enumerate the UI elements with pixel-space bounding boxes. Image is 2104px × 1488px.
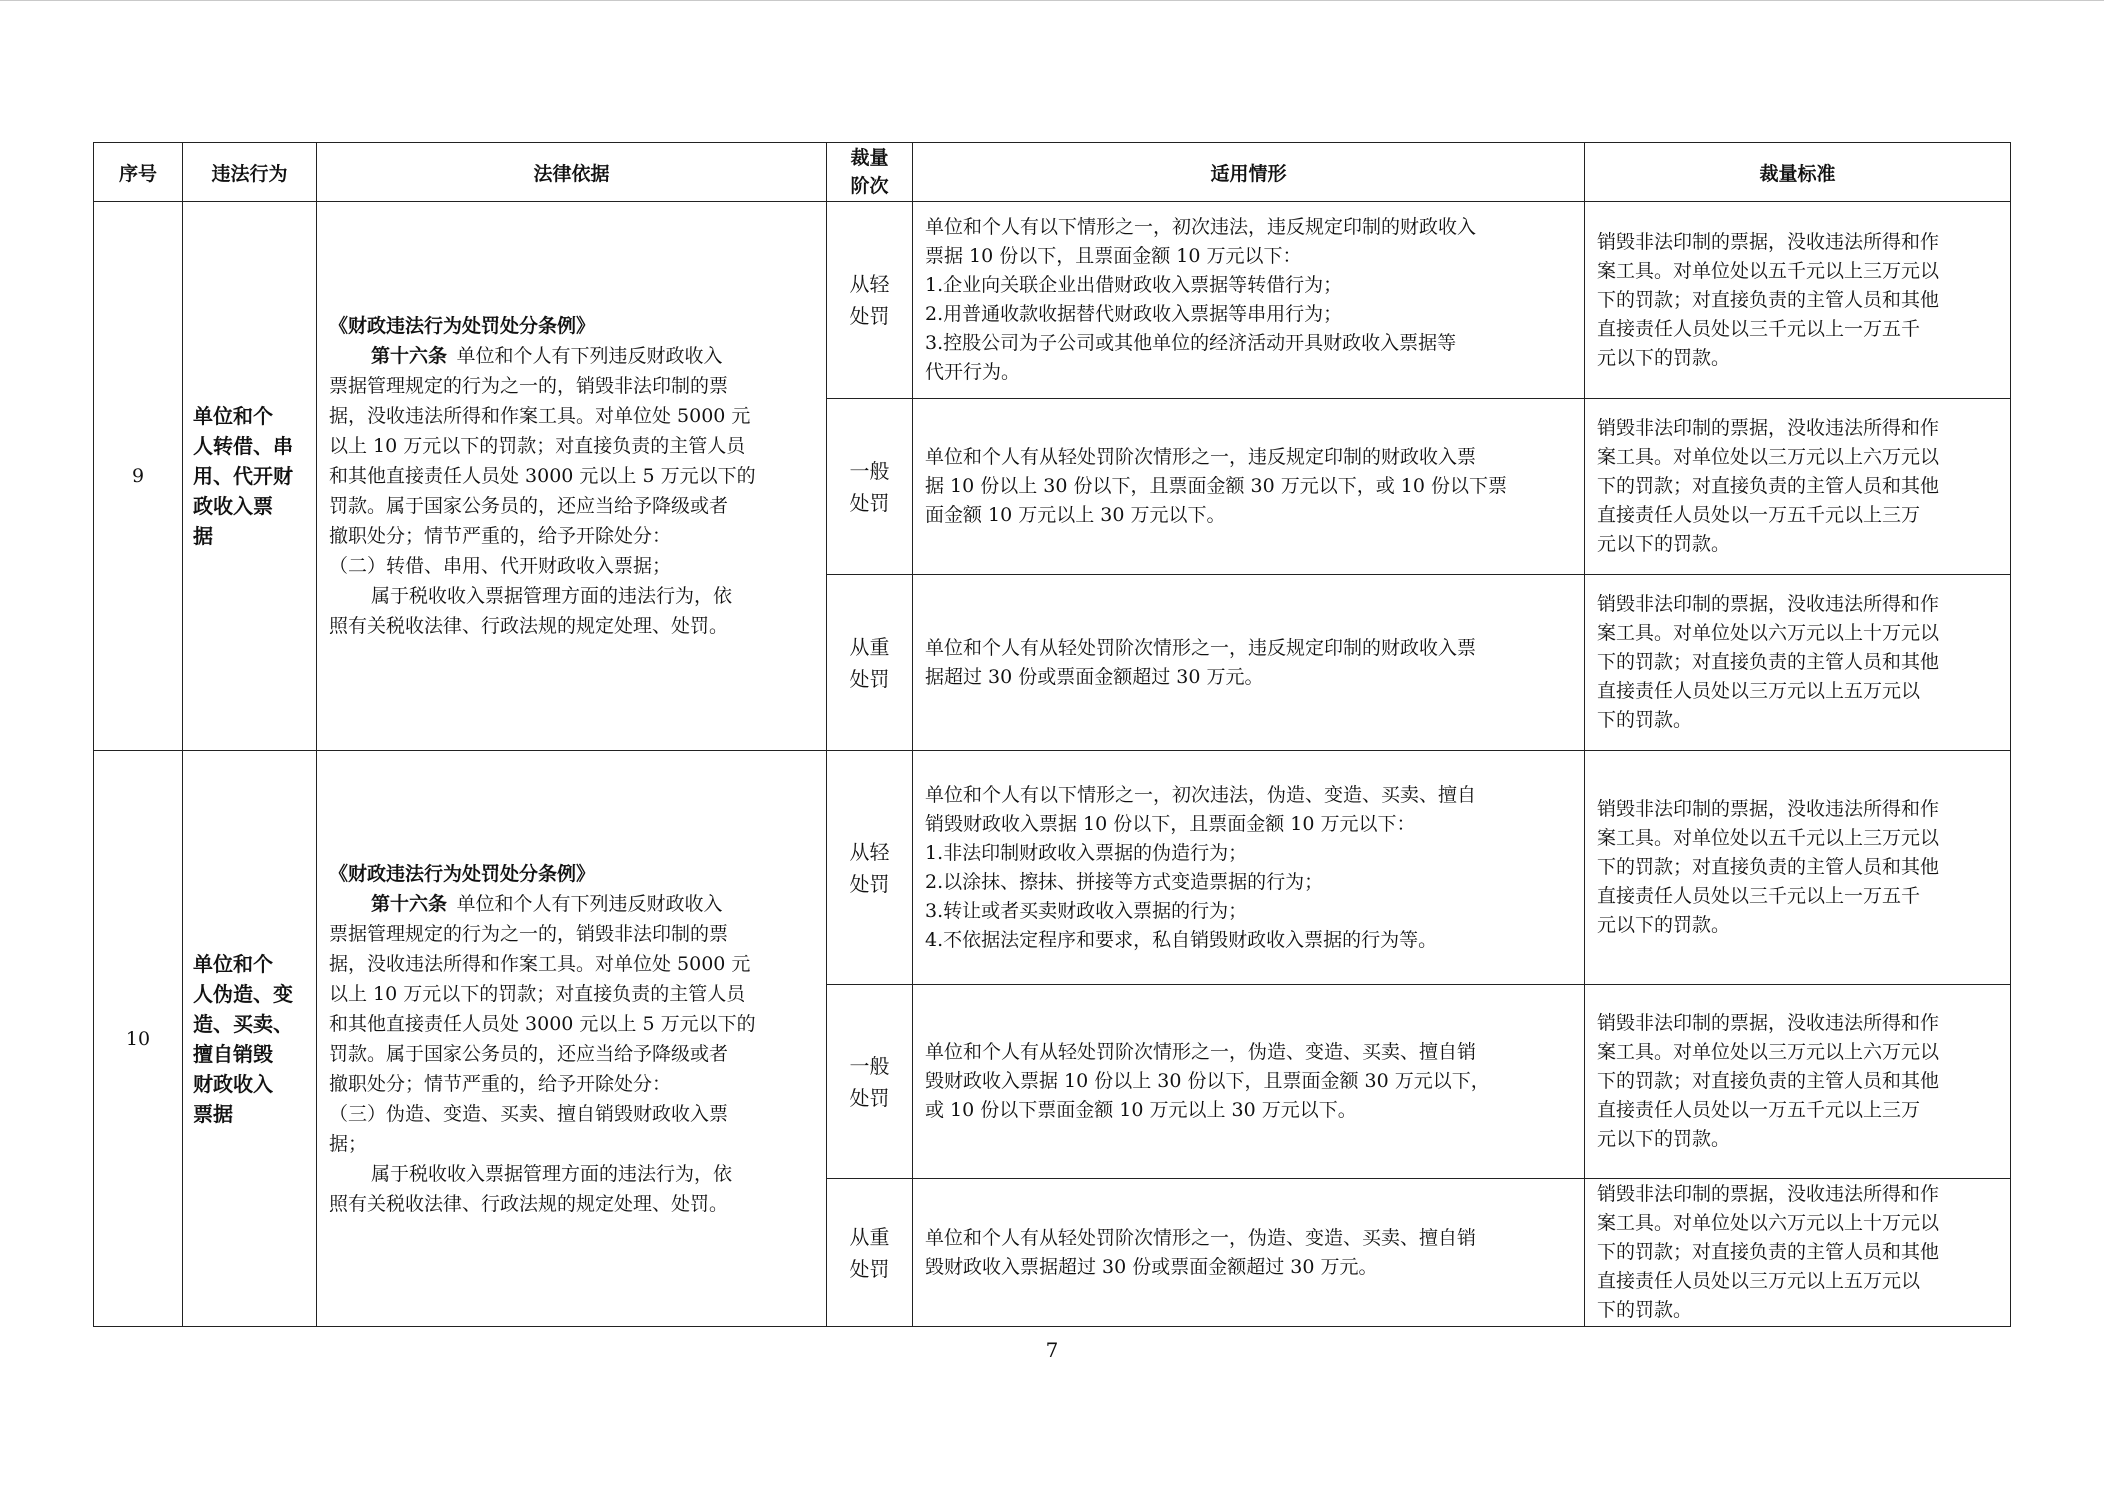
table-body [94,202,2011,1327]
discretion-standard-cell [1585,985,2011,1179]
basis-line: 据； [329,1132,368,1155]
behavior-line: 财政收入 [193,1071,273,1096]
level-name-line2: 处罚 [849,490,890,515]
standard-line: 销毁非法印制的票据，没收违法所得和作 [1597,593,1940,615]
basis-line: 撤职处分；情节严重的，给予开除处分： [329,525,672,547]
behavior-line: 单位和个 [193,404,273,428]
article-number: 第十六条 [371,345,448,367]
standard-line: 元以下的罚款。 [1597,533,1731,555]
standard-line: 案工具。对单位处以三万元以上六万元以 [1597,1041,1940,1063]
standard-line: 下的罚款；对直接负责的主管人员和其他 [1597,1070,1940,1092]
penalty-discretion-table [93,142,2011,1327]
behavior-line: 票据 [193,1101,233,1126]
page-number: 7 [1045,1338,1059,1362]
discretion-level-cell [827,751,913,985]
level-name-line1: 从轻 [849,272,890,296]
circumstance-line: 或 10 份以下票面金额 10 万元以上 30 万元以下。 [925,1099,1357,1121]
circumstance-line: 面金额 10 万元以上 30 万元以下。 [925,504,1226,526]
circumstance-cell [913,575,1585,751]
law-title: 《财政违法行为处罚处分条例》 [329,315,596,337]
standard-line: 元以下的罚款。 [1597,914,1731,936]
discretion-standard-cell [1585,1179,2011,1327]
standard-line: 案工具。对单位处以五千元以上三万元以 [1597,827,1940,849]
circumstance-line: 3.控股公司为子公司或其他单位的经济活动开具财政收入票据等 [925,332,1457,354]
standard-line: 直接责任人员处以一万五千元以上三万 [1597,504,1921,526]
behavior-line: 单位和个 [193,951,273,976]
basis-line: 和其他直接责任人员处 3000 元以上 5 万元以下的 [329,1012,756,1035]
circumstance-line: 1.企业向关联企业出借财政收入票据等转借行为； [925,274,1343,296]
standard-line: 销毁非法印制的票据，没收违法所得和作 [1597,1183,1940,1205]
circumstance-line: 2.用普通收款收据替代财政收入票据等串用行为； [925,303,1343,325]
circumstance-line: 单位和个人有从轻处罚阶次情形之一，伪造、变造、买卖、擅自销 [925,1041,1477,1063]
circumstance-line: 单位和个人有以下情形之一，初次违法，违反规定印制的财政收入 [925,216,1477,238]
basis-line: 照有关税收法律、行政法规的规定处理、处罚。 [329,615,729,637]
row-seq-cell: 10 [94,751,183,1327]
header-circumstance: 适用情形 [913,143,1585,202]
violation-behavior-cell [183,751,317,1327]
standard-line: 销毁非法印制的票据，没收违法所得和作 [1597,230,1940,253]
discretion-level-cell [827,202,913,399]
discretion-standard-cell [1585,399,2011,575]
behavior-line: 据 [193,524,213,548]
legal-basis-cell [317,751,827,1327]
table-row [94,751,2011,985]
article-number: 第十六条 [371,892,448,915]
table-row [94,202,2011,399]
row-seq-cell: 9 [94,202,183,751]
standard-line: 直接责任人员处以三万元以上五万元以 [1597,680,1921,702]
standard-line: 下的罚款；对直接负责的主管人员和其他 [1597,288,1940,311]
basis-line: 罚款。属于国家公务员的，还应当给予降级或者 [329,1042,729,1065]
circumstance-line: 毁财政收入票据 10 份以上 30 份以下，且票面金额 30 万元以下， [925,1070,1490,1092]
standard-line: 下的罚款；对直接负责的主管人员和其他 [1597,475,1940,497]
header-level-line2: 阶次 [850,175,889,197]
standard-line: 案工具。对单位处以六万元以上十万元以 [1597,622,1940,644]
basis-line: 以上 10 万元以下的罚款；对直接负责的主管人员 [329,435,746,457]
circumstance-line: 单位和个人有从轻处罚阶次情形之一，伪造、变造、买卖、擅自销 [925,1226,1477,1249]
standard-line: 下的罚款。 [1597,1299,1693,1321]
standard-line: 下的罚款；对直接负责的主管人员和其他 [1597,856,1940,878]
circumstance-line: 据 10 份以上 30 份以下，且票面金额 30 万元以下，或 10 份以下票 [925,475,1508,497]
level-name-line2: 处罚 [849,871,890,896]
circumstance-cell [913,751,1585,985]
level-name-line1: 从重 [849,634,890,659]
page-top-rule [0,0,2104,1]
discretion-standard-cell [1585,751,2011,985]
behavior-line: 政收入票 [193,494,273,518]
level-name-line1: 从重 [849,1224,890,1249]
basis-line: 照有关税收法律、行政法规的规定处理、处罚。 [329,1192,729,1215]
standard-line: 下的罚款。 [1597,709,1693,731]
level-name-line2: 处罚 [849,304,890,328]
circumstance-cell [913,202,1585,399]
behavior-line: 用、代开财 [193,464,293,488]
discretion-standard-cell [1585,575,2011,751]
basis-line: 属于税收收入票据管理方面的违法行为，依 [371,585,733,607]
basis-line: 据，没收违法所得和作案工具。对单位处 5000 元 [329,405,751,427]
circumstance-cell [913,1179,1585,1327]
standard-line: 直接责任人员处以一万五千元以上三万 [1597,1099,1921,1121]
behavior-line: 人伪造、变 [193,981,293,1006]
standard-line: 直接责任人员处以三万元以上五万元以 [1597,1270,1921,1292]
basis-line: 票据管理规定的行为之一的，销毁非法印制的票 [329,922,729,945]
circumstance-line: 据超过 30 份或票面金额超过 30 万元。 [925,665,1264,688]
standard-line: 案工具。对单位处以六万元以上十万元以 [1597,1212,1940,1234]
basis-line [329,341,814,371]
standard-line: 销毁非法印制的票据，没收违法所得和作 [1597,798,1940,820]
header-row [94,143,2011,202]
level-name-line1: 一般 [849,458,890,483]
basis-line: （三）伪造、变造、买卖、擅自销毁财政收入票 [329,1102,729,1125]
standard-line: 案工具。对单位处以三万元以上六万元以 [1597,446,1940,468]
circumstance-line: 2.以涂抹、擦抹、拼接等方式变造票据的行为； [925,870,1324,893]
circumstance-line: 销毁财政收入票据 10 份以下，且票面金额 10 万元以下： [925,812,1416,835]
header-seq: 序号 [94,143,183,202]
behavior-line: 擅自销毁 [193,1041,273,1066]
law-title: 《财政违法行为处罚处分条例》 [329,862,596,885]
circumstance-line: 4.不依据法定程序和要求，私自销毁财政收入票据的行为等。 [925,928,1438,951]
level-name-line2: 处罚 [849,666,890,691]
circumstance-line: 3.转让或者买卖财政收入票据的行为； [925,899,1248,922]
circumstance-cell [913,985,1585,1179]
standard-line: 案工具。对单位处以五千元以上三万元以 [1597,259,1940,282]
discretion-level-cell [827,399,913,575]
basis-line: 以上 10 万元以下的罚款；对直接负责的主管人员 [329,982,746,1005]
circumstance-line: 代开行为。 [925,361,1021,383]
discretion-level-cell [827,985,913,1179]
basis-line: 据，没收违法所得和作案工具。对单位处 5000 元 [329,952,751,975]
circumstance-line: 单位和个人有从轻处罚阶次情形之一，违反规定印制的财政收入票 [925,636,1477,659]
circumstance-line: 单位和个人有从轻处罚阶次情形之一，违反规定印制的财政收入票 [925,446,1477,468]
discretion-standard-cell [1585,202,2011,399]
behavior-line: 造、买卖、 [193,1011,293,1036]
behavior-line: 人转借、串 [193,434,293,458]
header-standard: 裁量标准 [1585,143,2011,202]
standard-line: 下的罚款；对直接负责的主管人员和其他 [1597,651,1940,673]
header-basis: 法律依据 [317,143,827,202]
header-level-line1: 裁量 [850,147,889,169]
basis-line: 和其他直接责任人员处 3000 元以上 5 万元以下的 [329,465,756,487]
header-level [827,143,913,202]
standard-line: 直接责任人员处以三千元以上一万五千 [1597,885,1921,907]
basis-line: 撤职处分；情节严重的，给予开除处分： [329,1072,672,1095]
basis-line: （二）转借、串用、代开财政收入票据； [329,555,672,577]
header-behavior: 违法行为 [183,143,317,202]
discretion-level-cell [827,575,913,751]
standard-line: 销毁非法印制的票据，没收违法所得和作 [1597,1012,1940,1034]
level-name-line1: 一般 [849,1053,890,1078]
basis-text: 单位和个人有下列违反财政收入 [456,892,723,915]
basis-text: 单位和个人有下列违反财政收入 [456,345,723,367]
circumstance-line: 1.非法印制财政收入票据的伪造行为； [925,841,1248,864]
level-name-line2: 处罚 [849,1256,890,1281]
basis-line: 属于税收收入票据管理方面的违法行为，依 [371,1162,733,1185]
standard-line: 下的罚款；对直接负责的主管人员和其他 [1597,1241,1940,1263]
standard-line: 销毁非法印制的票据，没收违法所得和作 [1597,417,1940,439]
circumstance-line: 毁财政收入票据超过 30 份或票面金额超过 30 万元。 [925,1255,1378,1278]
circumstance-cell [913,399,1585,575]
circumstance-line: 票据 10 份以下，且票面金额 10 万元以下： [925,245,1302,267]
legal-basis-cell [317,202,827,751]
standard-line: 元以下的罚款。 [1597,346,1731,369]
circumstance-line: 单位和个人有以下情形之一，初次违法，伪造、变造、买卖、擅自 [925,783,1477,806]
basis-line: 罚款。属于国家公务员的，还应当给予降级或者 [329,495,729,517]
level-name-line2: 处罚 [849,1085,890,1110]
level-name-line1: 从轻 [849,839,890,864]
basis-line: 票据管理规定的行为之一的，销毁非法印制的票 [329,375,729,397]
discretion-level-cell [827,1179,913,1327]
basis-line [329,889,814,919]
standard-line: 元以下的罚款。 [1597,1128,1731,1150]
violation-behavior-cell [183,202,317,751]
standard-line: 直接责任人员处以三千元以上一万五千 [1597,317,1921,340]
